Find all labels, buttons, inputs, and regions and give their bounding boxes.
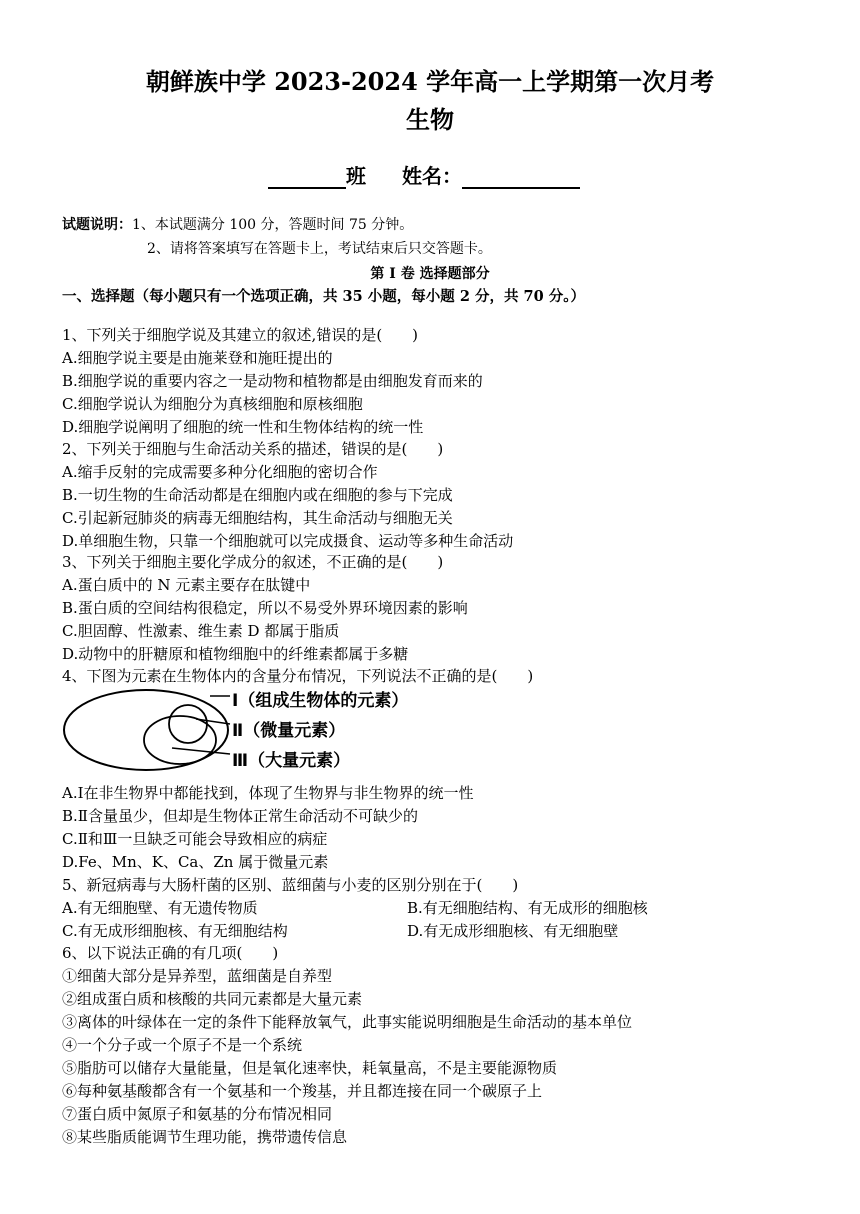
- element-venn-diagram: [60, 686, 480, 786]
- question-2-option-d: D.单细胞生物，只靠一个细胞就可以完成摄食、运动等多种生命活动: [62, 532, 514, 550]
- question-2-option-b: B.一切生物的生命活动都是在细胞内或在细胞的参与下完成: [62, 486, 453, 504]
- question-4-option-d: D.Fe、Mn、K、Ca、Zn 属于微量元素: [62, 853, 329, 871]
- question-4-option-b: B.Ⅱ含量虽少，但却是生物体正常生命活动不可缺少的: [62, 807, 418, 825]
- question-4-option-c: C.Ⅱ和Ⅲ一旦缺乏可能会导致相应的病症: [62, 830, 328, 848]
- question-1-option-d: D.细胞学说阐明了细胞的统一性和生物体结构的统一性: [62, 418, 424, 436]
- question-3-option-c: C.胆固醇、性激素、维生素 D 都属于脂质: [62, 622, 340, 640]
- class-blank: [268, 167, 346, 189]
- question-3-option-d: D.动物中的肝糖原和植物细胞中的纤维素都属于多糖: [62, 645, 409, 663]
- name-label: 姓名：: [402, 164, 462, 188]
- question-6-item-5: ⑤脂肪可以储存大量能量，但是氧化速率快，耗氧量高，不是主要能源物质: [62, 1059, 558, 1077]
- diagram-label-iii: Ⅲ（大量元素）: [232, 751, 351, 771]
- question-1-option-a: A.细胞学说主要是由施莱登和施旺提出的: [62, 349, 333, 367]
- question-1-option-c: C.细胞学说认为细胞分为真核细胞和原核细胞: [62, 395, 363, 413]
- exam-title: 朝鲜族中学 2023-2024 学年高一上学期第一次月考: [145, 67, 715, 96]
- part-title: 一、选择题（每小题只有一个选项正确，共 35 小题，每小题 2 分，共 70 分。）: [62, 288, 585, 305]
- question-3-option-a: A.蛋白质中的 N 元素主要存在肽键中: [62, 576, 311, 594]
- instructions-line-1: [62, 216, 413, 234]
- question-2-stem: 2、下列关于细胞与生命活动关系的描述，错误的是( ): [62, 440, 444, 458]
- question-5-option-d: D.有无成形细胞核、有无细胞壁: [407, 922, 619, 940]
- section-title: 第 I 卷 选择题部分: [370, 266, 490, 282]
- leader-line-iii: [172, 748, 230, 754]
- question-2-option-a: A.缩手反射的完成需要多种分化细胞的密切合作: [62, 463, 378, 481]
- set-ii-circle: [169, 705, 207, 743]
- instructions-line-2: 2、请将答案填写在答题卡上，考试结束后只交答题卡。: [147, 241, 492, 257]
- question-3-stem: 3、下列关于细胞主要化学成分的叙述，不正确的是( ): [62, 553, 444, 571]
- question-6-item-8: ⑧某些脂质能调节生理功能，携带遗传信息: [62, 1128, 348, 1146]
- class-label: 班: [346, 164, 366, 188]
- instructions-text-1: 1、本试题满分 100 分，答题时间 75 分钟。: [132, 217, 414, 233]
- question-6-item-3: ③离体的叶绿体在一定的条件下能释放氧气，此事实能说明细胞是生命活动的基本单位: [62, 1013, 633, 1031]
- question-2-option-c: C.引起新冠肺炎的病毒无细胞结构，其生命活动与细胞无关: [62, 509, 453, 527]
- question-5-stem: 5、新冠病毒与大肠杆菌的区别、蓝细菌与小麦的区别分别在于( ): [62, 876, 519, 894]
- question-1-option-b: B.细胞学说的重要内容之一是动物和植物都是由细胞发育而来的: [62, 372, 483, 390]
- set-iii-ellipse: [144, 716, 216, 764]
- diagram-label-ii: Ⅱ（微量元素）: [232, 721, 346, 741]
- exam-subject: 生物: [406, 105, 454, 134]
- question-6-item-2: ②组成蛋白质和核酸的共同元素都是大量元素: [62, 990, 363, 1008]
- question-6-item-7: ⑦蛋白质中氮原子和氨基的分布情况相同: [62, 1105, 333, 1123]
- question-6-item-1: ①细菌大部分是异养型，蓝细菌是自养型: [62, 967, 333, 985]
- question-6-item-6: ⑥每种氨基酸都含有一个氨基和一个羧基，并且都连接在同一个碳原子上: [62, 1082, 543, 1100]
- question-4-stem: 4、下图为元素在生物体内的含量分布情况，下列说法不正确的是( ): [62, 667, 534, 685]
- name-blank: [462, 167, 580, 189]
- question-5-option-c: C.有无成形细胞核、有无细胞结构: [62, 922, 288, 940]
- instructions-label: 试题说明：: [62, 217, 132, 233]
- question-1-stem: 1、下列关于细胞学说及其建立的叙述,错误的是( ): [62, 326, 419, 344]
- question-6-stem: 6、以下说法正确的有几项( ): [62, 944, 279, 962]
- question-5-option-b: B.有无细胞结构、有无成形的细胞核: [407, 899, 648, 917]
- student-info-line: [268, 160, 580, 189]
- question-4-option-a: A.Ⅰ在非生物界中都能找到，体现了生物界与非生物界的统一性: [62, 784, 474, 802]
- question-3-option-b: B.蛋白质的空间结构很稳定，所以不易受外界环境因素的影响: [62, 599, 468, 617]
- diagram-label-i: Ⅰ（组成生物体的元素）: [232, 691, 409, 711]
- question-5-option-a: A.有无细胞壁、有无遗传物质: [62, 899, 258, 917]
- question-6-item-4: ④一个分子或一个原子不是一个系统: [62, 1036, 303, 1054]
